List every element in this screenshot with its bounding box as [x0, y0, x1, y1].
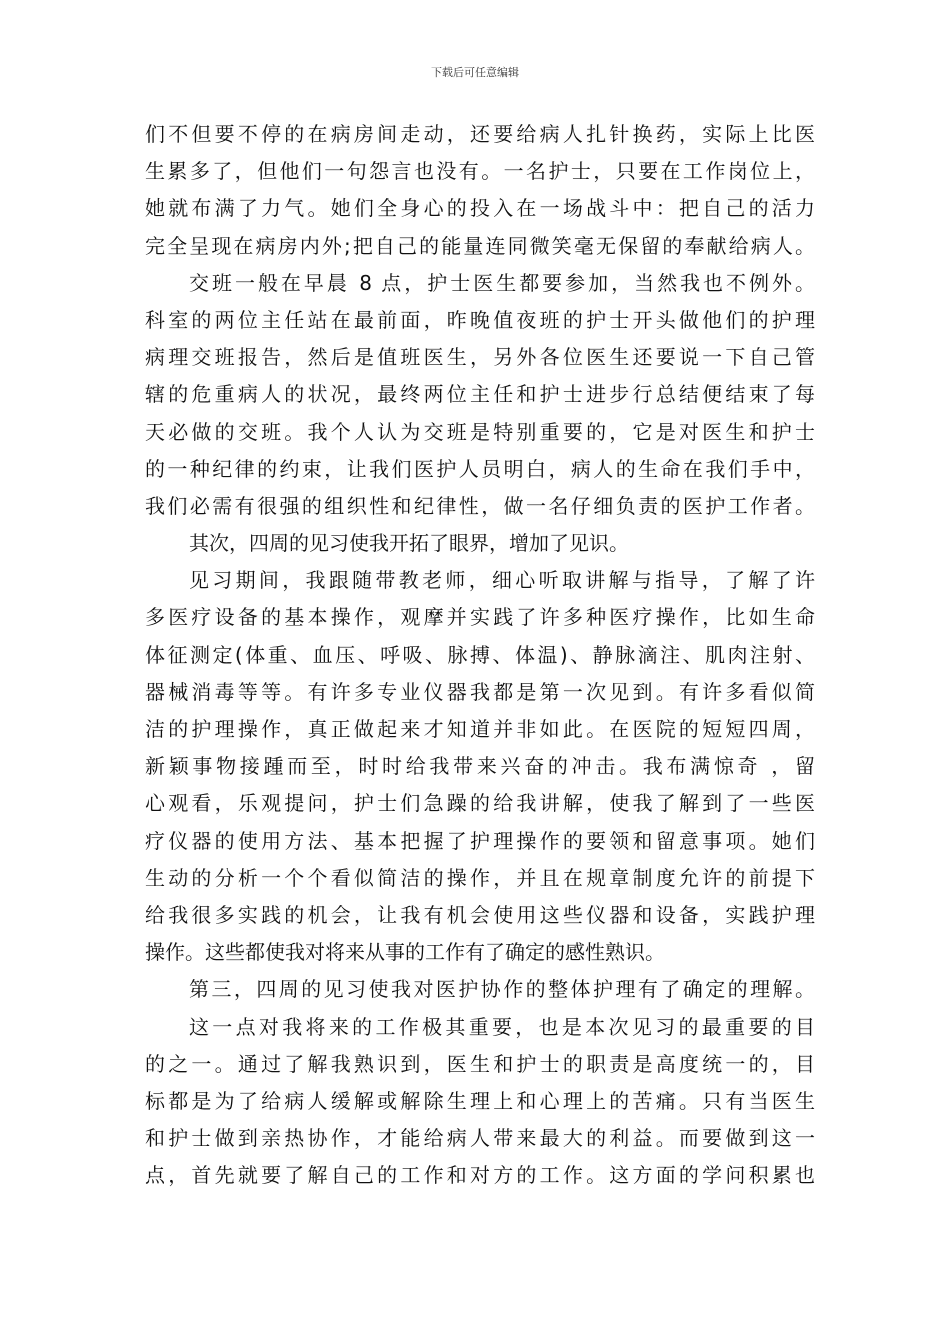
text-line: 给我很多实践的机会，让我有机会使用这些仪器和设备，实践护理: [145, 902, 815, 927]
paragraph-first-line: 这一点对我将来的工作极其重要，也是本次见习的最重要的目: [189, 1014, 815, 1039]
text-line: 我们必需有很强的组织性和纪律性，做一名仔细负责的医护工作者。: [145, 493, 815, 518]
text-line: 点，首先就要了解自己的工作和对方的工作。这方面的学问积累也: [145, 1163, 815, 1188]
text-line: 完全呈现在病房内外;把自己的能量连同微笑毫无保留的奉献给病人。: [145, 233, 815, 258]
paragraph-first-line: 交班一般在早晨 8 点，护士医生都要参加，当然我也不例外。: [189, 270, 815, 295]
document-body: [145, 116, 815, 1194]
text-line: 器械消毒等等。有许多专业仪器我都是第一次见到。有许多看似简: [145, 679, 815, 704]
text-line: 生累多了，但他们一句怨言也没有。一名护士，只要在工作岗位上，: [145, 159, 815, 184]
text-line: 的之一。通过了解我熟识到，医生和护士的职责是高度统一的，目: [145, 1051, 815, 1076]
text-line: 新颖事物接踵而至，时时给我带来兴奋的冲击。我布满惊奇 ，留: [145, 754, 815, 779]
paragraph-first-line: 见习期间，我跟随带教老师，细心听取讲解与指导，了解了许: [189, 568, 815, 593]
text-line: 天必做的交班。我个人认为交班是特别重要的，它是对医生和护士: [145, 419, 815, 444]
text-line: 体征测定(体重、血压、呼吸、脉搏、体温)、静脉滴注、肌肉注射、: [145, 642, 815, 667]
text-line: 洁的护理操作，真正做起来才知道并非如此。在医院的短短四周，: [145, 717, 815, 741]
text-line: 心观看，乐观提问，护士们急躁的给我讲解，使我了解到了一些医: [145, 791, 815, 816]
text-line: 们不但要不停的在病房间走动，还要给病人扎针换药，实际上比医: [145, 122, 815, 146]
text-line: 操作。这些都使我对将来从事的工作有了确定的感性熟识。: [145, 940, 665, 965]
text-line: 生动的分析一个个看似简洁的操作，并且在规章制度允许的前提下: [145, 865, 815, 890]
text-line: 辖的危重病人的状况，最终两位主任和护士进步行总结便结束了每: [145, 382, 815, 407]
text-line: 科室的两位主任站在最前面，昨晚值夜班的护士开头做他们的护理: [145, 307, 815, 332]
text-line: 病理交班报告，然后是值班医生，另外各位医生还要说一下自己管: [145, 345, 815, 370]
text-line: 标都是为了给病人缓解或解除生理上和心理上的苦痛。只有当医生: [145, 1088, 815, 1113]
text-line: 她就布满了力气。她们全身心的投入在一场战斗中：把自己的活力: [145, 196, 815, 221]
text-line: 多医疗设备的基本操作，观摩并实践了许多种医疗操作，比如生命: [145, 605, 815, 630]
text-line: 和护士做到亲热协作，才能给病人带来最大的利益。而要做到这一: [145, 1126, 815, 1151]
text-line: 的一种纪律的约束，让我们医护人员明白，病人的生命在我们手中，: [145, 456, 815, 481]
paragraph-first-line: 第三，四周的见习使我对医护协作的整体护理有了确定的理解。: [189, 977, 815, 1002]
page-header: 下载后可任意编辑: [431, 66, 519, 79]
paragraph-first-line: 其次，四周的见习使我开拓了眼界，增加了见识。: [189, 531, 629, 556]
text-line: 疗仪器的使用方法、基本把握了护理操作的要领和留意事项。她们: [145, 828, 815, 853]
